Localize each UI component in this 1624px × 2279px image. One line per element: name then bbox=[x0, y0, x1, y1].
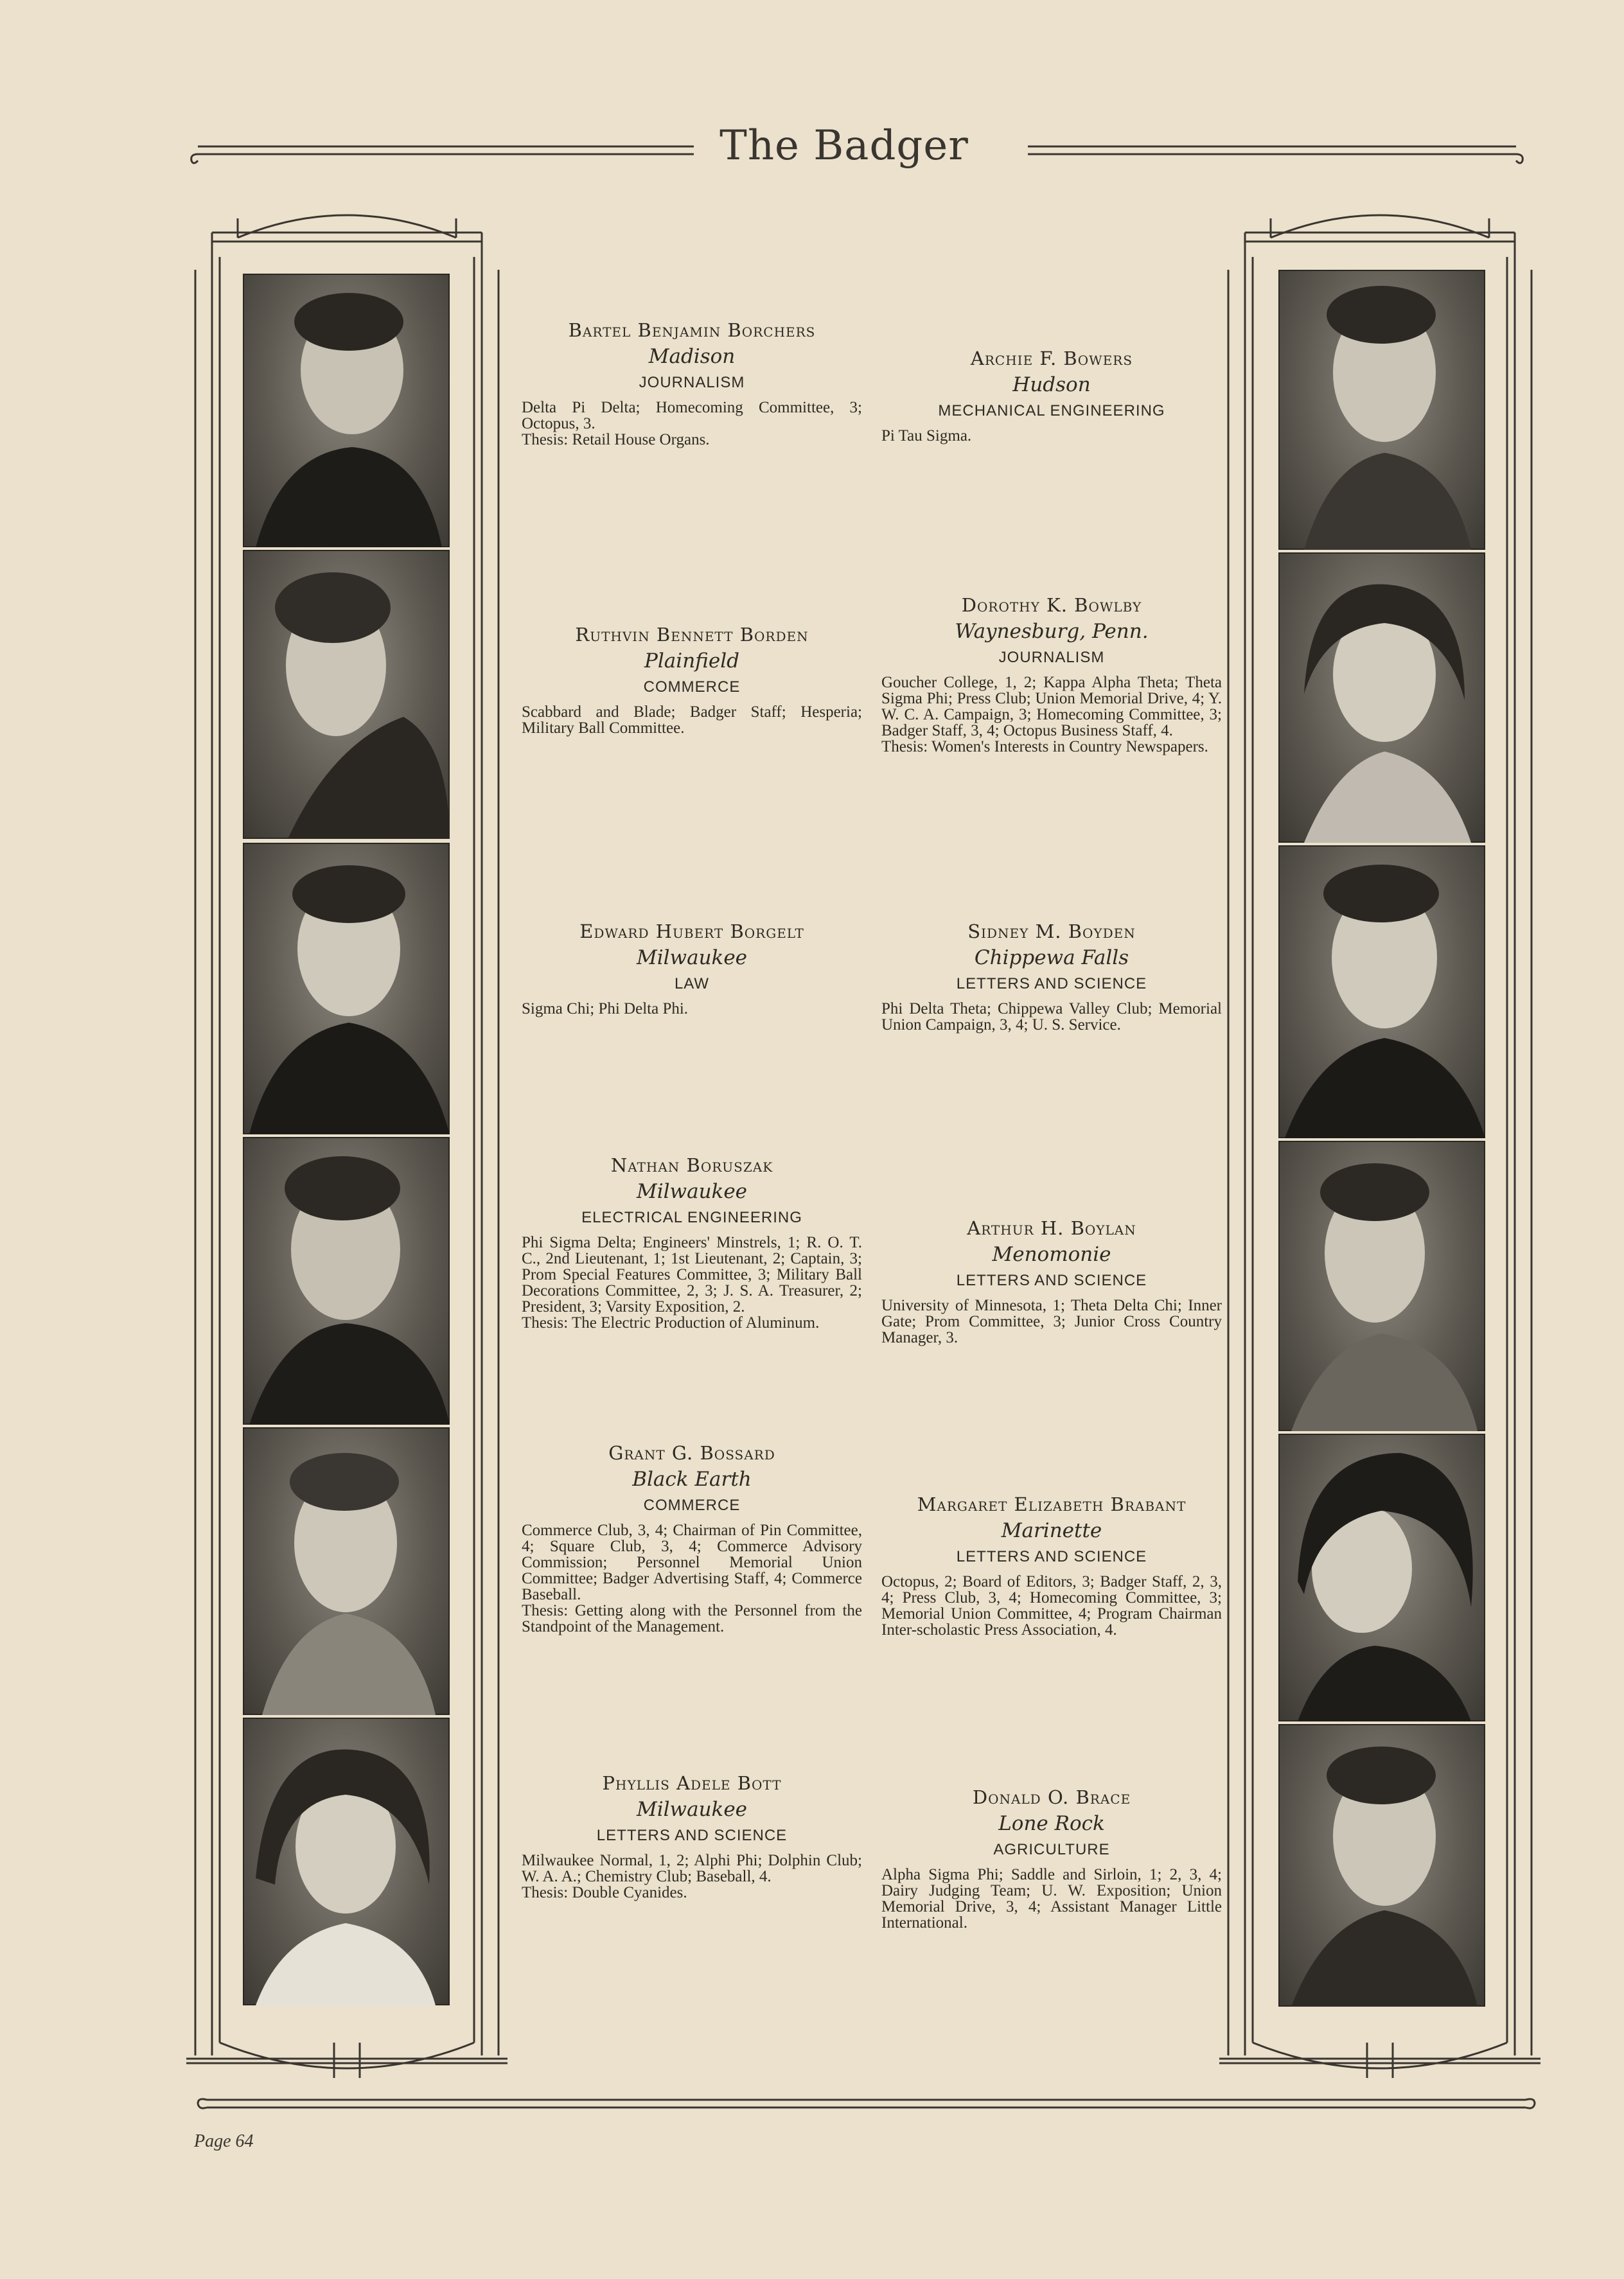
student-name: Bartel Benjamin Borchers bbox=[568, 319, 816, 341]
student-activities: Commerce Club, 3, 4; Chairman of Pin Committee, 4; Square Club, 3, 4; Commerce Advisory Commission; Personnel Memorial Union Committee; Badger Advertising Staff, 4; Commerce Baseball. Thesis: Getting along with the Personnel from the Standpoint of the Management. bbox=[522, 1522, 862, 1635]
student-activities: Delta Pi Delta; Homecoming Committee, 3; Octopus, 3. Thesis: Retail House Organs. bbox=[522, 399, 862, 448]
portrait-photo bbox=[1278, 1434, 1485, 1721]
student-activities: Phi Sigma Delta; Engineers' Minstrels, 1; R. O. T. C., 2nd Lieutenant, 1; 1st Lieutenant, 2; Captain, 3; Prom Special Features Committee, 3; Military Ball Decorations Committee, 2, 3; J. S. A. Treasurer, 2; President, 3; Varsity Exposition, 2. Thesis: The Electric Production of Aluminum. bbox=[522, 1234, 862, 1332]
student-name: Nathan Boruszak bbox=[610, 1154, 773, 1176]
student-name: Arthur H. Boylan bbox=[967, 1217, 1136, 1239]
student-hometown: Lone Rock bbox=[998, 1812, 1105, 1835]
student-course: LETTERS AND SCIENCE bbox=[596, 1827, 788, 1844]
student-name: Donald O. Brace bbox=[972, 1786, 1131, 1808]
student-entry bbox=[522, 1152, 862, 1331]
student-name: Sidney M. Boyden bbox=[967, 920, 1136, 942]
portrait-photo bbox=[1278, 552, 1485, 843]
student-entry bbox=[881, 1784, 1222, 1931]
student-activities: Milwaukee Normal, 1, 2; Alphi Phi; Dolphin Club; W. A. A.; Chemistry Club; Baseball, 4. Thesis: Double Cyanides. bbox=[522, 1852, 862, 1901]
page-number: Page 64 bbox=[194, 2131, 254, 2151]
student-activities: Octopus, 2; Board of Editors, 3; Badger Staff, 2, 3, 4; Press Club, 3, 4; Homecoming Committee, 3; Memorial Union Committee, 4; Program Chairman Inter-scholastic Press Association, 4. bbox=[881, 1573, 1222, 1639]
student-entry bbox=[881, 346, 1222, 444]
portrait-photo bbox=[1278, 270, 1485, 550]
student-entry bbox=[522, 919, 862, 1017]
portrait-photo bbox=[243, 1137, 450, 1425]
student-hometown: Waynesburg, Penn. bbox=[955, 620, 1149, 643]
student-course: JOURNALISM bbox=[639, 374, 745, 391]
student-hometown: Hudson bbox=[1012, 373, 1091, 396]
student-hometown: Black Earth bbox=[632, 1468, 752, 1491]
student-name: Phyllis Adele Bott bbox=[602, 1772, 782, 1794]
student-hometown: Milwaukee bbox=[636, 946, 748, 969]
student-course: JOURNALISM bbox=[998, 649, 1105, 666]
student-course: AGRICULTURE bbox=[993, 1841, 1110, 1858]
student-name: Archie F. Bowers bbox=[970, 348, 1133, 369]
student-course: LETTERS AND SCIENCE bbox=[956, 975, 1147, 992]
student-hometown: Plainfield bbox=[644, 649, 739, 673]
student-course: ELECTRICAL ENGINEERING bbox=[581, 1209, 802, 1226]
student-name: Dorothy K. Bowlby bbox=[961, 594, 1142, 616]
student-hometown: Menomonie bbox=[992, 1243, 1111, 1266]
student-entry bbox=[522, 1440, 862, 1635]
student-course: COMMERCE bbox=[643, 1497, 741, 1514]
student-activities: Pi Tau Sigma. bbox=[881, 427, 972, 444]
student-course: COMMERCE bbox=[643, 678, 741, 696]
student-entry bbox=[881, 1491, 1222, 1638]
student-hometown: Madison bbox=[648, 345, 736, 368]
student-activities: Scabbard and Blade; Badger Staff; Hesperia; Military Ball Committee. bbox=[522, 703, 862, 737]
student-name: Ruthvin Bennett Borden bbox=[575, 624, 809, 646]
portrait-photo bbox=[1278, 1141, 1485, 1431]
student-hometown: Chippewa Falls bbox=[974, 946, 1129, 969]
student-activities: Sigma Chi; Phi Delta Phi. bbox=[522, 1000, 689, 1017]
student-hometown: Marinette bbox=[1001, 1519, 1102, 1542]
student-name: Margaret Elizabeth Brabant bbox=[917, 1493, 1187, 1515]
student-name: Edward Hubert Borgelt bbox=[579, 920, 804, 942]
student-activities: Alpha Sigma Phi; Saddle and Sirloin, 1; 2, 3, 4; Dairy Judging Team; U. W. Exposition; Union Memorial Drive, 3, 4; Assistant Manager Little International. bbox=[881, 1866, 1222, 1931]
student-name: Grant G. Bossard bbox=[608, 1442, 775, 1464]
portrait-photo bbox=[243, 843, 450, 1134]
portrait-photo bbox=[1278, 1724, 1485, 2007]
portrait-photo bbox=[243, 274, 450, 547]
student-activities: Phi Delta Theta; Chippewa Valley Club; Memorial Union Campaign, 3, 4; U. S. Service. bbox=[881, 1000, 1222, 1034]
student-course: LETTERS AND SCIENCE bbox=[956, 1548, 1147, 1565]
student-entry bbox=[522, 622, 862, 736]
student-course: LETTERS AND SCIENCE bbox=[956, 1272, 1147, 1289]
student-hometown: Milwaukee bbox=[636, 1798, 748, 1821]
header-ornament bbox=[1028, 135, 1542, 173]
student-entry bbox=[881, 592, 1222, 755]
student-entry bbox=[522, 1770, 862, 1901]
student-activities: Goucher College, 1, 2; Kappa Alpha Theta; Theta Sigma Phi; Press Club; Union Memorial Drive, 4; Y. W. C. A. Campaign, 3; Homecoming Committee, 3; Badger Staff, 3, 4; Octopus Business Staff, 4. Thesis: Women's Interests in Country Newspapers. bbox=[881, 674, 1222, 755]
student-course: MECHANICAL ENGINEERING bbox=[938, 402, 1165, 419]
student-entry bbox=[881, 919, 1222, 1033]
student-entry bbox=[881, 1215, 1222, 1346]
student-hometown: Milwaukee bbox=[636, 1180, 748, 1203]
student-entry bbox=[522, 317, 862, 448]
portrait-photo bbox=[243, 1427, 450, 1715]
portrait-photo bbox=[243, 550, 450, 839]
page-title: The Badger bbox=[719, 122, 969, 170]
portrait-photo bbox=[1278, 845, 1485, 1138]
student-activities: University of Minnesota, 1; Theta Delta Chi; Inner Gate; Prom Committee, 3; Junior Cross Country Manager, 3. bbox=[881, 1297, 1222, 1346]
student-course: LAW bbox=[674, 975, 710, 992]
footer-ornament bbox=[1285, 2091, 1542, 2123]
footer-ornament bbox=[193, 2091, 1285, 2123]
portrait-photo bbox=[243, 1718, 450, 2005]
